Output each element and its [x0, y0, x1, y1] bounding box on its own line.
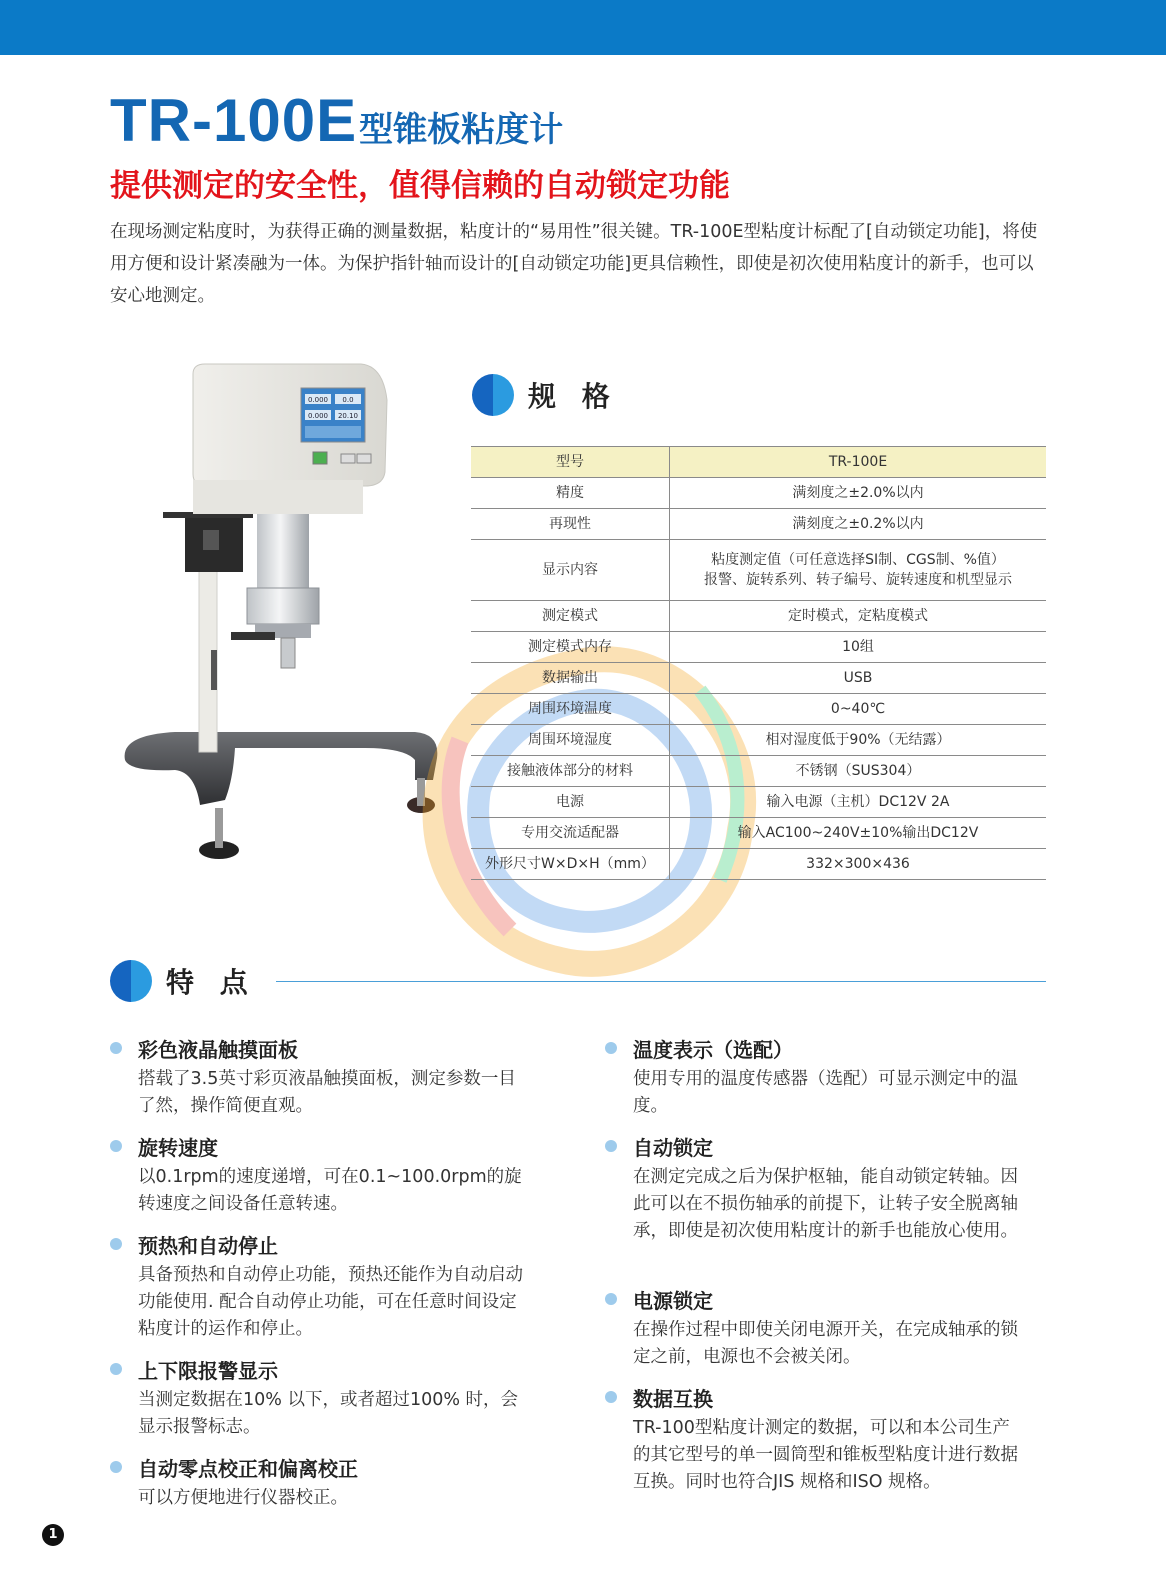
- bullet-dot-icon: [605, 1140, 617, 1152]
- spec-key: 周围环境湿度: [471, 725, 670, 756]
- spec-key: 外形尺寸W×D×H（mm）: [471, 849, 670, 880]
- table-row: [471, 663, 1046, 694]
- spec-key: 测定模式: [471, 601, 670, 632]
- feature-item: [605, 1284, 1025, 1371]
- table-row: [471, 632, 1046, 663]
- green-button-icon: [313, 452, 327, 464]
- feature-body: 搭载了3.5英寸彩页液晶触摸面板，测定参数一目了然，操作简便直观。: [138, 1069, 516, 1116]
- spec-key: 接触液体部分的材料: [471, 756, 670, 787]
- table-row: [471, 447, 1046, 478]
- feature-title: 旋转速度: [138, 1135, 218, 1160]
- spec-key: 精度: [471, 478, 670, 509]
- feature-title: 电源锁定: [633, 1288, 713, 1313]
- table-row: [471, 787, 1046, 818]
- feature-item: [110, 1354, 530, 1441]
- bullet-dot-icon: [605, 1042, 617, 1054]
- bullet-dot-icon: [110, 1363, 122, 1375]
- spec-value: USB: [670, 663, 1047, 694]
- screen-value-3: 0.000: [307, 412, 329, 420]
- stand-base: [125, 732, 438, 805]
- feature-item: [110, 1033, 530, 1120]
- feature-body: TR-100型粘度计测定的数据，可以和本公司生产的其它型号的单一圆筒型和锥板型粘度计进行数据互换。同时也符合JIS 规格和ISO 规格。: [633, 1418, 1018, 1492]
- feature-item: [605, 1033, 1025, 1120]
- feature-body: 使用专用的温度传感器（选配）可显示测定中的温度。: [633, 1069, 1018, 1116]
- spec-value: 输入电源（主机）DC12V 2A: [670, 787, 1047, 818]
- spec-value: 0~40℃: [670, 694, 1047, 725]
- feature-body: 当测定数据在10% 以下，或者超过100% 时，会显示报警标志。: [138, 1390, 519, 1437]
- table-row: [471, 849, 1046, 880]
- spec-value: 332×300×436: [670, 849, 1047, 880]
- feature-title: 自动零点校正和偏离校正: [138, 1456, 358, 1481]
- section-circle-icon: [472, 374, 514, 416]
- table-row: [471, 818, 1046, 849]
- spec-value: TR-100E: [670, 447, 1047, 478]
- feature-item: [110, 1452, 530, 1512]
- bullet-dot-icon: [110, 1042, 122, 1054]
- feature-item: [110, 1131, 530, 1218]
- table-row: [471, 509, 1046, 540]
- section-circle-icon: [110, 960, 152, 1002]
- feature-title: 上下限报警显示: [138, 1358, 278, 1383]
- viscometer-product-image: [115, 360, 445, 870]
- bullet-dot-icon: [110, 1461, 122, 1473]
- feature-body: 以0.1rpm的速度递增，可在0.1~100.0rpm的旋转速度之间设备任意转速。: [138, 1167, 522, 1214]
- spec-value: 相对湿度低于90%（无结露）: [670, 725, 1047, 756]
- spec-key: 电源: [471, 787, 670, 818]
- feature-body: 具备预热和自动停止功能，预热还能作为自动启动功能使用. 配合自动停止功能，可在任意时间设定粘度计的运作和停止。: [138, 1265, 523, 1339]
- spec-value-line-1: 粘度测定值（可任意选择SI制、CGS制、%值）: [711, 552, 1005, 568]
- features-heading: 特 点: [166, 966, 256, 999]
- spec-heading: 规 格: [528, 380, 618, 413]
- feature-title: 自动锁定: [633, 1135, 713, 1160]
- feature-title: 数据互换: [633, 1386, 713, 1411]
- spec-value: 输入AC100~240V±10%输出DC12V: [670, 818, 1047, 849]
- feature-item: [605, 1382, 1025, 1496]
- feature-title: 预热和自动停止: [138, 1233, 278, 1258]
- feature-title: 彩色液晶触摸面板: [138, 1037, 298, 1062]
- spec-key: 周围环境温度: [471, 694, 670, 725]
- table-row: [471, 478, 1046, 509]
- bullet-dot-icon: [110, 1238, 122, 1250]
- title-suffix: 型锥板粘度计: [359, 110, 564, 150]
- feature-item: [110, 1229, 530, 1343]
- spec-key: 型号: [471, 447, 670, 478]
- spec-value: 定时模式，定粘度模式: [670, 601, 1047, 632]
- spec-value: 满刻度之±2.0%以内: [670, 478, 1047, 509]
- spec-value: 不锈钢（SUS304）: [670, 756, 1047, 787]
- page-title: [110, 86, 563, 155]
- page-subtitle: 提供测定的安全性，值得信赖的自动锁定功能: [110, 168, 730, 204]
- intro-paragraph: 在现场测定粘度时，为获得正确的测量数据，粘度计的“易用性”很关键。TR-100E型粘度计标配了[自动锁定功能]，将使用方便和设计紧凑融为一体。为保护指针轴而设计的[自动锁定功能]更具信赖性，即使是初次使用粘度计的新手，也可以安心地测定。: [110, 222, 1038, 306]
- spec-section-header: [472, 374, 618, 416]
- model-name: TR-100E: [110, 87, 358, 154]
- feature-body: 在操作过程中即使关闭电源开关，在完成轴承的锁定之前，电源也不会被关闭。: [633, 1320, 1018, 1367]
- bullet-dot-icon: [605, 1293, 617, 1305]
- feature-body: 可以方便地进行仪器校正。: [138, 1488, 348, 1508]
- spec-value: 10组: [670, 632, 1047, 663]
- table-row: [471, 601, 1046, 632]
- spec-key: 显示内容: [471, 540, 670, 601]
- bullet-dot-icon: [605, 1391, 617, 1403]
- spec-value: 满刻度之±0.2%以内: [670, 509, 1047, 540]
- screen-value-1: 0.000: [307, 396, 329, 404]
- table-row: [471, 694, 1046, 725]
- feature-item: [605, 1131, 1025, 1245]
- spec-key: 再现性: [471, 509, 670, 540]
- feature-body: 在测定完成之后为保护枢轴，能自动锁定转轴。因此可以在不损伤轴承的前提下，让转子安全脱离轴承，即使是初次使用粘度计的新手也能放心使用。: [633, 1167, 1018, 1241]
- features-section-header: [110, 960, 1046, 1002]
- spec-value: [670, 540, 1047, 601]
- feature-title: 温度表示（选配）: [633, 1037, 793, 1062]
- bullet-dot-icon: [110, 1140, 122, 1152]
- spec-key: 专用交流适配器: [471, 818, 670, 849]
- spec-table: [471, 446, 1046, 880]
- spec-key: 测定模式内存: [471, 632, 670, 663]
- spindle-housing: [257, 510, 309, 592]
- spec-value-line-2: 报警、旋转系列、转子编号、旋转速度和机型显示: [704, 572, 1012, 588]
- screen-value-2: 0.0: [342, 396, 354, 404]
- table-row: [471, 725, 1046, 756]
- screen-value-4: 20.10: [337, 412, 359, 420]
- table-row: [471, 756, 1046, 787]
- page-number: 1: [42, 1524, 64, 1546]
- spec-key: 数据输出: [471, 663, 670, 694]
- section-divider: [276, 981, 1046, 982]
- table-row: [471, 540, 1046, 601]
- top-color-bar: [0, 0, 1166, 55]
